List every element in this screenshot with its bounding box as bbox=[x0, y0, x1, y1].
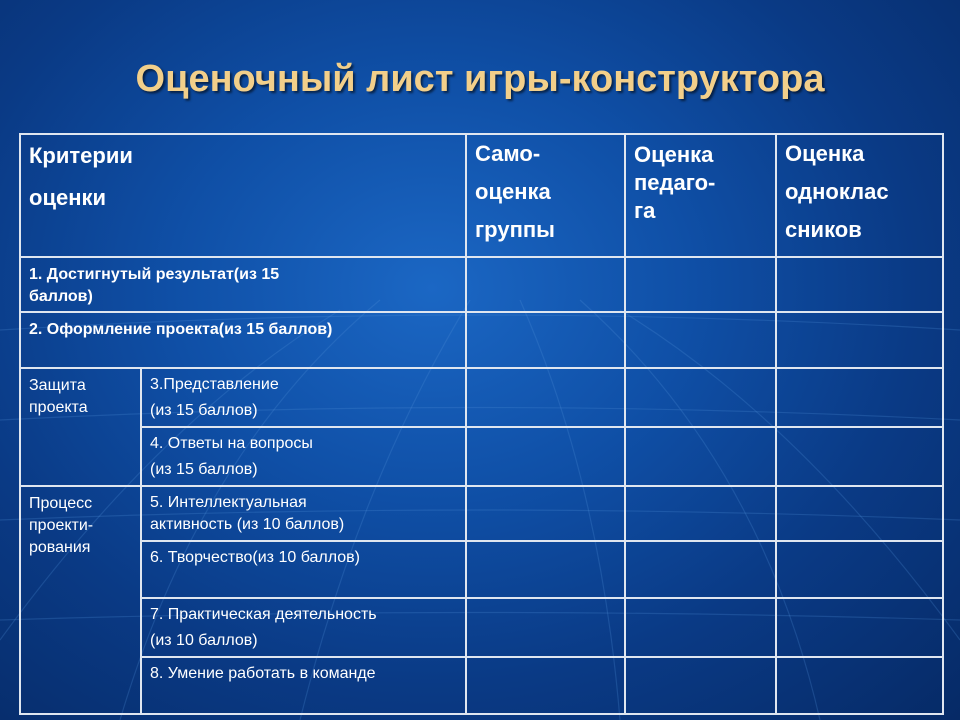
score-cell[interactable] bbox=[625, 427, 776, 486]
header-self-assessment: Само- оценка группы bbox=[466, 134, 625, 257]
group-project-defense: Защита проекта bbox=[20, 368, 141, 486]
table-row bbox=[20, 541, 943, 598]
score-cell[interactable] bbox=[776, 598, 943, 657]
score-cell[interactable] bbox=[625, 486, 776, 541]
criterion-1: 1. Достигнутый результат(из 15 баллов) bbox=[20, 257, 466, 312]
criterion-5: 5. Интеллектуальная активность (из 10 баллов) bbox=[141, 486, 466, 541]
criterion-4: 4. Ответы на вопросы (из 15 баллов) bbox=[141, 427, 466, 486]
header-classmates-assessment: Оценка одноклас сников bbox=[776, 134, 943, 257]
criterion-6: 6. Творчество(из 10 баллов) bbox=[141, 541, 466, 598]
score-cell[interactable] bbox=[625, 312, 776, 368]
score-cell[interactable] bbox=[625, 657, 776, 714]
criterion-3: 3.Представление (из 15 баллов) bbox=[141, 368, 466, 427]
score-cell[interactable] bbox=[466, 657, 625, 714]
table-row bbox=[20, 257, 943, 312]
score-cell[interactable] bbox=[776, 486, 943, 541]
group-design-process: Процесс проекти- рования bbox=[20, 486, 141, 714]
score-cell[interactable] bbox=[466, 541, 625, 598]
header-criteria: Критерии оценки bbox=[20, 134, 466, 257]
header-teacher-assessment: Оценка педаго- га bbox=[625, 134, 776, 257]
score-cell[interactable] bbox=[466, 427, 625, 486]
score-cell[interactable] bbox=[466, 368, 625, 427]
table-row bbox=[20, 657, 943, 714]
score-cell[interactable] bbox=[625, 257, 776, 312]
table-row bbox=[20, 312, 943, 368]
header-row bbox=[20, 134, 943, 257]
score-cell[interactable] bbox=[466, 312, 625, 368]
score-cell[interactable] bbox=[776, 427, 943, 486]
evaluation-table bbox=[19, 133, 944, 715]
table-row bbox=[20, 427, 943, 486]
score-cell[interactable] bbox=[776, 541, 943, 598]
criterion-2: 2. Оформление проекта(из 15 баллов) bbox=[20, 312, 466, 368]
score-cell[interactable] bbox=[466, 598, 625, 657]
score-cell[interactable] bbox=[776, 312, 943, 368]
criterion-7: 7. Практическая деятельность (из 10 баллов) bbox=[141, 598, 466, 657]
score-cell[interactable] bbox=[625, 368, 776, 427]
score-cell[interactable] bbox=[466, 257, 625, 312]
score-cell[interactable] bbox=[625, 598, 776, 657]
table-row bbox=[20, 598, 943, 657]
score-cell[interactable] bbox=[466, 486, 625, 541]
table-row bbox=[20, 368, 943, 427]
criterion-8: 8. Умение работать в команде bbox=[141, 657, 466, 714]
score-cell[interactable] bbox=[625, 541, 776, 598]
score-cell[interactable] bbox=[776, 257, 943, 312]
score-cell[interactable] bbox=[776, 368, 943, 427]
score-cell[interactable] bbox=[776, 657, 943, 714]
table-row bbox=[20, 486, 943, 541]
page-title: Оценочный лист игры-конструктора bbox=[135, 58, 825, 100]
